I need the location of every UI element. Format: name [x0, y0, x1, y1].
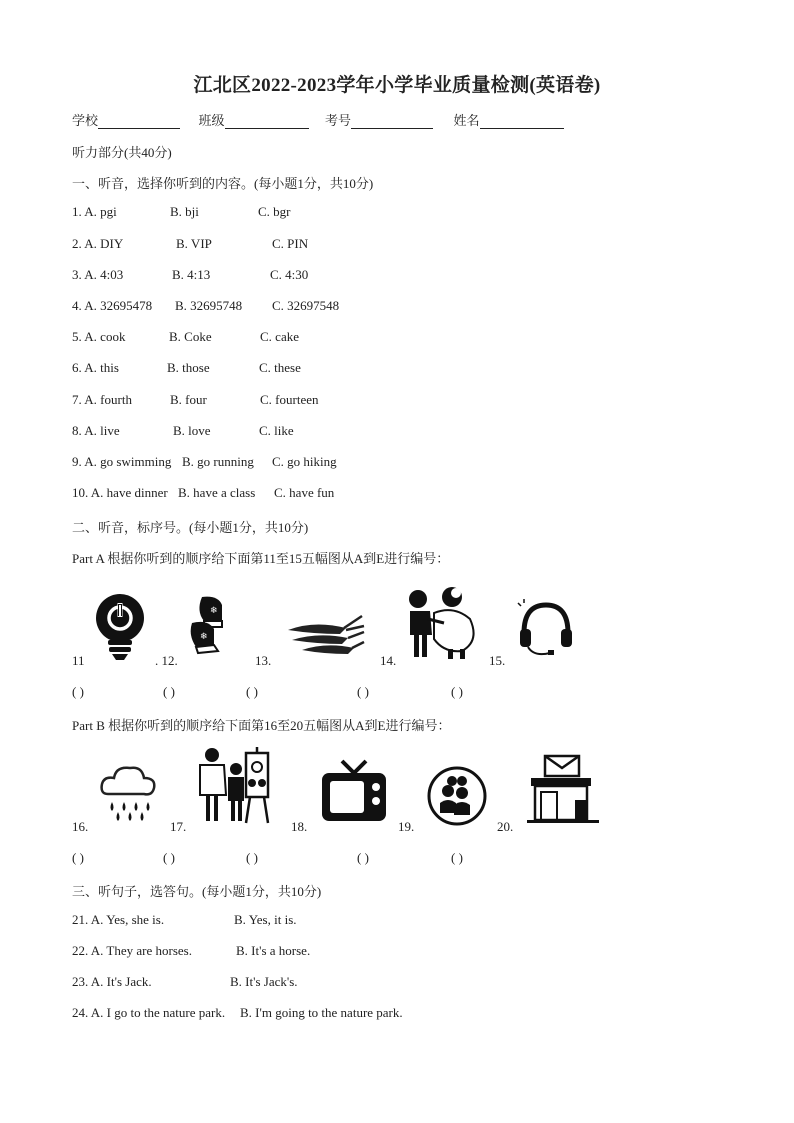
lightbulb-power-icon	[90, 590, 150, 664]
children-hugging-icon	[404, 585, 480, 663]
q7-option-b: B. four	[170, 392, 207, 407]
q9-option-a: 9. A. go swimming	[72, 454, 172, 469]
q1-option-a: 1. A. pgi	[72, 204, 117, 219]
artist-easel-icon	[196, 745, 272, 825]
listening-part-heading: 听力部分(共40分)	[72, 145, 172, 160]
q6-option-a: 6. A. this	[72, 360, 119, 375]
carrots-icon	[284, 612, 366, 660]
label-17: 17.	[170, 819, 187, 834]
q10-option-b: B. have a class	[178, 485, 256, 500]
label-13: 13.	[255, 653, 272, 668]
q1-option-b: B. bji	[170, 204, 199, 219]
svg-text:❄: ❄	[210, 606, 218, 616]
page-title: 江北区2022-2023学年小学毕业质量检测(英语卷)	[193, 75, 601, 96]
q9-option-b: B. go running	[182, 454, 254, 469]
q2-option-c: C. PIN	[272, 236, 309, 251]
q7-option-c: C. fourteen	[260, 392, 319, 407]
answer-19[interactable]: ( )	[357, 850, 369, 865]
q1-option-c: C. bgr	[258, 204, 291, 219]
answer-16[interactable]: ( )	[72, 850, 84, 865]
q24-option-b: B. I'm going to the nature park.	[240, 1005, 403, 1020]
q6-option-b: B. those	[167, 360, 210, 375]
answer-15[interactable]: ( )	[451, 684, 463, 699]
q21-option-b: B. Yes, it is.	[234, 912, 297, 927]
q8-option-c: C. like	[259, 423, 294, 438]
q22-option-a: 22. A. They are horses.	[72, 943, 192, 958]
q3-option-b: B. 4:13	[172, 267, 211, 282]
q2-option-a: 2. A. DIY	[72, 236, 124, 251]
q5-option-c: C. cake	[260, 329, 299, 344]
q10-option-c: C. have fun	[274, 485, 335, 500]
q3-option-a: 3. A. 4:03	[72, 267, 124, 282]
q9-option-c: C. go hiking	[272, 454, 337, 469]
exam-no-blank[interactable]	[351, 114, 433, 129]
school-label: 学校	[72, 113, 99, 128]
svg-text:❄: ❄	[200, 632, 208, 642]
section1-heading: 一、听音，选择你听到的内容。(每小题1分，共10分)	[72, 176, 374, 191]
television-icon	[320, 757, 388, 825]
label-18: 18.	[291, 819, 308, 834]
label-20: 20.	[497, 819, 514, 834]
group-people-icon	[426, 765, 488, 827]
q7-option-a: 7. A. fourth	[72, 392, 132, 407]
rain-cloud-icon	[98, 762, 158, 824]
answer-11[interactable]: ( )	[72, 684, 84, 699]
section3-heading: 三、听句子，选答句。(每小题1分，共10分)	[72, 884, 322, 899]
q3-option-c: C. 4:30	[270, 267, 309, 282]
q4-option-c: C. 32697548	[272, 298, 340, 313]
label-16: 16.	[72, 819, 89, 834]
label-19: 19.	[398, 819, 415, 834]
q22-option-b: B. It's a horse.	[236, 943, 311, 958]
q21-option-a: 21. A. Yes, she is.	[72, 912, 165, 927]
q2-option-b: B. VIP	[176, 236, 212, 251]
label-15: 15.	[489, 653, 506, 668]
answer-20[interactable]: ( )	[451, 850, 463, 865]
answer-13[interactable]: ( )	[246, 684, 258, 699]
school-blank[interactable]	[98, 114, 180, 129]
part-b-instruction: Part B 根据你听到的顺序给下面第16至20五幅图从A到E进行编号：	[72, 718, 451, 733]
section2-heading: 二、听音，标序号。(每小题1分，共10分)	[72, 520, 309, 535]
post-office-icon	[525, 752, 601, 826]
name-label: 姓名	[453, 113, 480, 128]
info-line	[72, 110, 564, 129]
q10-option-a: 10. A. have dinner	[72, 485, 168, 500]
label-14: 14.	[380, 653, 397, 668]
q5-option-a: 5. A. cook	[72, 329, 126, 344]
q4-option-b: B. 32695748	[175, 298, 243, 313]
q23-option-a: 23. A. It's Jack.	[72, 974, 152, 989]
answer-12[interactable]: ( )	[163, 684, 175, 699]
q8-option-b: B. love	[173, 423, 211, 438]
q5-option-b: B. Coke	[169, 329, 212, 344]
answer-14[interactable]: ( )	[357, 684, 369, 699]
q24-option-a: 24. A. I go to the nature park.	[72, 1005, 226, 1020]
exam-no-label: 考号	[325, 113, 352, 128]
class-blank[interactable]	[225, 114, 309, 129]
q4-option-a: 4. A. 32695478	[72, 298, 153, 313]
label-11: 11	[72, 653, 85, 668]
headphones-icon	[516, 597, 574, 659]
label-12: . 12.	[155, 653, 178, 668]
q8-option-a: 8. A. live	[72, 423, 120, 438]
name-blank[interactable]	[480, 114, 564, 129]
q6-option-c: C. these	[259, 360, 301, 375]
part-a-instruction: Part A 根据你听到的顺序给下面第11至15五幅图从A到E进行编号：	[72, 551, 450, 566]
answer-17[interactable]: ( )	[163, 850, 175, 865]
gloves-icon	[188, 595, 240, 655]
answer-18[interactable]: ( )	[246, 850, 258, 865]
class-label: 班级	[198, 113, 225, 128]
q23-option-b: B. It's Jack's.	[230, 974, 298, 989]
